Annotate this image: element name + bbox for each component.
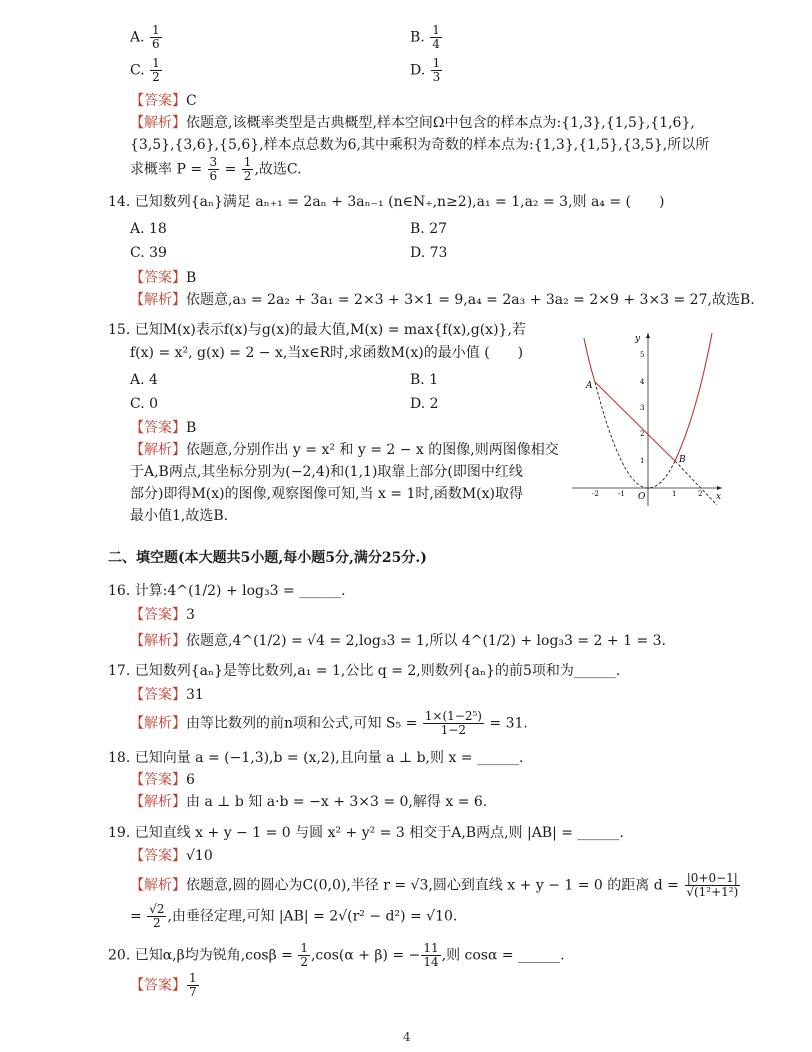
section-fill-in-title: 二、填空题(本大题共5小题,每小题5分,满分25分.) bbox=[108, 550, 427, 566]
q13-option-a: A. $\frac{1}{6}$ bbox=[130, 23, 160, 52]
m-curve-line-segment bbox=[595, 382, 675, 461]
q14-stem: 14. 已知数列{aₙ}满足 aₙ₊₁ = 2aₙ + 3aₙ₋₁ (n∈N₊,n≥2),a₁ = 1,a₂ = 3,则 a₄ = ( ) bbox=[108, 194, 665, 210]
q20-stem: 20. 已知α,β均为锐角,cosβ = $\frac{1}{2}$ ,cos(α + β) = − $\frac{11}{14}$ ,则 cosα = ______. bbox=[108, 941, 565, 970]
q15-option-d: D. 2 bbox=[410, 396, 439, 412]
x-axis-label: x bbox=[716, 492, 722, 502]
q15-analysis-line1: 【解析】依题意,分别作出 y = x² 和 y = 2 − x 的图像,则两图像相交 bbox=[130, 442, 559, 458]
line-dashed-part bbox=[675, 461, 717, 505]
q19-analysis-line2: = $\frac{√2}{2}$ ,由垂径定理,可知 |AB| = 2√(r² − d²) = √10. bbox=[130, 902, 458, 931]
q13-option-b: B. $\frac{1}{4}$ bbox=[410, 23, 440, 52]
y-tick-5: 5 bbox=[640, 351, 645, 359]
q13-option-c-frac: $\frac{1}{2}$ bbox=[152, 56, 160, 85]
q16-stem: 16. 计算:4^(1/2) + log₃3 = ______. bbox=[108, 583, 346, 599]
q17-stem: 17. 已知数列{aₙ}是等比数列,a₁ = 1,公比 q = 2,则数列{aₙ}的前5项和为______. bbox=[108, 663, 621, 679]
q15-analysis-line2: 于A,B两点,其坐标分别为(−2,4)和(1,1)取靠上部分(即图中红线 bbox=[130, 464, 523, 480]
q13-analysis-line3: 求概率 P = $\frac{3}{6}$ = $\frac{1}{2}$ ,故选C. bbox=[130, 155, 302, 184]
q14-option-b: B. 27 bbox=[410, 221, 448, 237]
q14-analysis: 【解析】依题意,a₃ = 2a₂ + 3a₁ = 2×3 + 3×1 = 9,a₄ = 2a₃ + 3a₂ = 2×9 + 3×3 = 27,故选B. bbox=[130, 292, 755, 308]
q15-analysis-line4: 最小值1,故选B. bbox=[130, 508, 229, 524]
y-tick-1: 1 bbox=[640, 457, 645, 465]
y-tick-4: 4 bbox=[640, 378, 645, 386]
q13-option-c: C. $\frac{1}{2}$ bbox=[130, 56, 160, 85]
q13-analysis-line1: 【解析】依题意,该概率类型是古典概型,样本空间Ω中包含的样本点为:{1,3},{1,5},{1,6}, bbox=[130, 115, 695, 131]
q13-option-d: D. $\frac{1}{3}$ bbox=[410, 56, 441, 85]
q14-option-c: C. 39 bbox=[130, 245, 167, 261]
y-tick-3: 3 bbox=[640, 404, 645, 412]
q13-option-b-frac: $\frac{1}{4}$ bbox=[432, 23, 440, 52]
q15-option-b: B. 1 bbox=[410, 372, 439, 388]
q19-answer: 【答案】√10 bbox=[130, 848, 213, 864]
q20-answer: 【答案】 $\frac{1}{7}$ bbox=[130, 971, 197, 1000]
x-tick-2: 2 bbox=[698, 490, 703, 498]
q19-stem: 19. 已知直线 x + y − 1 = 0 与圆 x² + y² = 3 相交于A,B两点,则 |AB| = ______. bbox=[108, 825, 624, 841]
y-axis-arrow bbox=[646, 333, 650, 338]
x-axis-arrow bbox=[717, 486, 722, 490]
q15-function-graph bbox=[572, 328, 722, 508]
y-axis-label: y bbox=[635, 334, 641, 344]
x-tick-neg2: -2 bbox=[592, 490, 599, 498]
point-a-label: A bbox=[586, 381, 593, 391]
q14-answer: 【答案】B bbox=[130, 270, 197, 286]
page-number: 4 bbox=[403, 1030, 411, 1044]
q16-analysis: 【解析】依题意,4^(1/2) = √4 = 2,log₃3 = 1,所以 4^(1/2) + log₃3 = 2 + 1 = 3. bbox=[130, 633, 666, 649]
q15-option-c: C. 0 bbox=[130, 396, 159, 412]
q15-stem-line2: f(x) = x², g(x) = 2 − x,当x∈R时,求函数M(x)的最小值 ( ) bbox=[130, 345, 524, 361]
q18-stem: 18. 已知向量 a = (−1,3),b = (x,2),且向量 a ⊥ b,则 x = ______. bbox=[108, 750, 524, 766]
q19-analysis-line1: 【解析】依题意,圆的圆心为C(0,0),半径 r = √3,圆心到直线 x + y − 1 = 0 的距离 d = $\frac{|0+0-1|}{\text{√(1²+1²)}}$ bbox=[130, 871, 739, 900]
q13-option-a-frac: $\frac{1}{6}$ bbox=[152, 23, 160, 52]
origin-label: O bbox=[638, 492, 646, 502]
q15-analysis-line3: 部分)即得M(x)的图像,观察图像可知,当 x = 1时,函数M(x)取得 bbox=[130, 486, 524, 502]
q16-answer: 【答案】3 bbox=[130, 607, 195, 623]
q15-answer: 【答案】B bbox=[130, 420, 197, 436]
q13-option-d-frac: $\frac{1}{3}$ bbox=[432, 56, 441, 85]
y-tick-2: 2 bbox=[640, 430, 645, 438]
q17-answer: 【答案】31 bbox=[130, 687, 204, 703]
point-b-label: B bbox=[679, 455, 686, 465]
m-curve-right-branch bbox=[675, 333, 712, 461]
q18-analysis: 【解析】由 a ⊥ b 知 a·b = −x + 3×3 = 0,解得 x = 6. bbox=[130, 794, 488, 810]
q18-answer: 【答案】6 bbox=[130, 772, 195, 788]
m-curve-left-branch bbox=[584, 338, 595, 382]
q15-stem-line1: 15. 已知M(x)表示f(x)与g(x)的最大值,M(x) = max{f(x),g(x)},若 bbox=[108, 322, 526, 338]
q17-analysis: 【解析】由等比数列的前n项和公式,可知 S₅ = $\frac{\text{1×(1−2⁵)}}{1-2}$ = 31. bbox=[130, 709, 528, 738]
parabola-dashed-part bbox=[595, 382, 675, 488]
q13-answer: 【答案】C bbox=[130, 93, 197, 109]
x-tick-1: 1 bbox=[672, 490, 677, 498]
q15-option-a: A. 4 bbox=[130, 372, 158, 388]
x-tick-neg1: -1 bbox=[618, 490, 625, 498]
q14-option-d: D. 73 bbox=[410, 245, 448, 261]
q14-option-a: A. 18 bbox=[130, 221, 167, 237]
q13-analysis-line2: {3,5},{3,6},{5,6},样本点总数为6,其中乘积为奇数的样本点为:{1,3},{1,5},{3,5},所以所 bbox=[130, 137, 710, 153]
